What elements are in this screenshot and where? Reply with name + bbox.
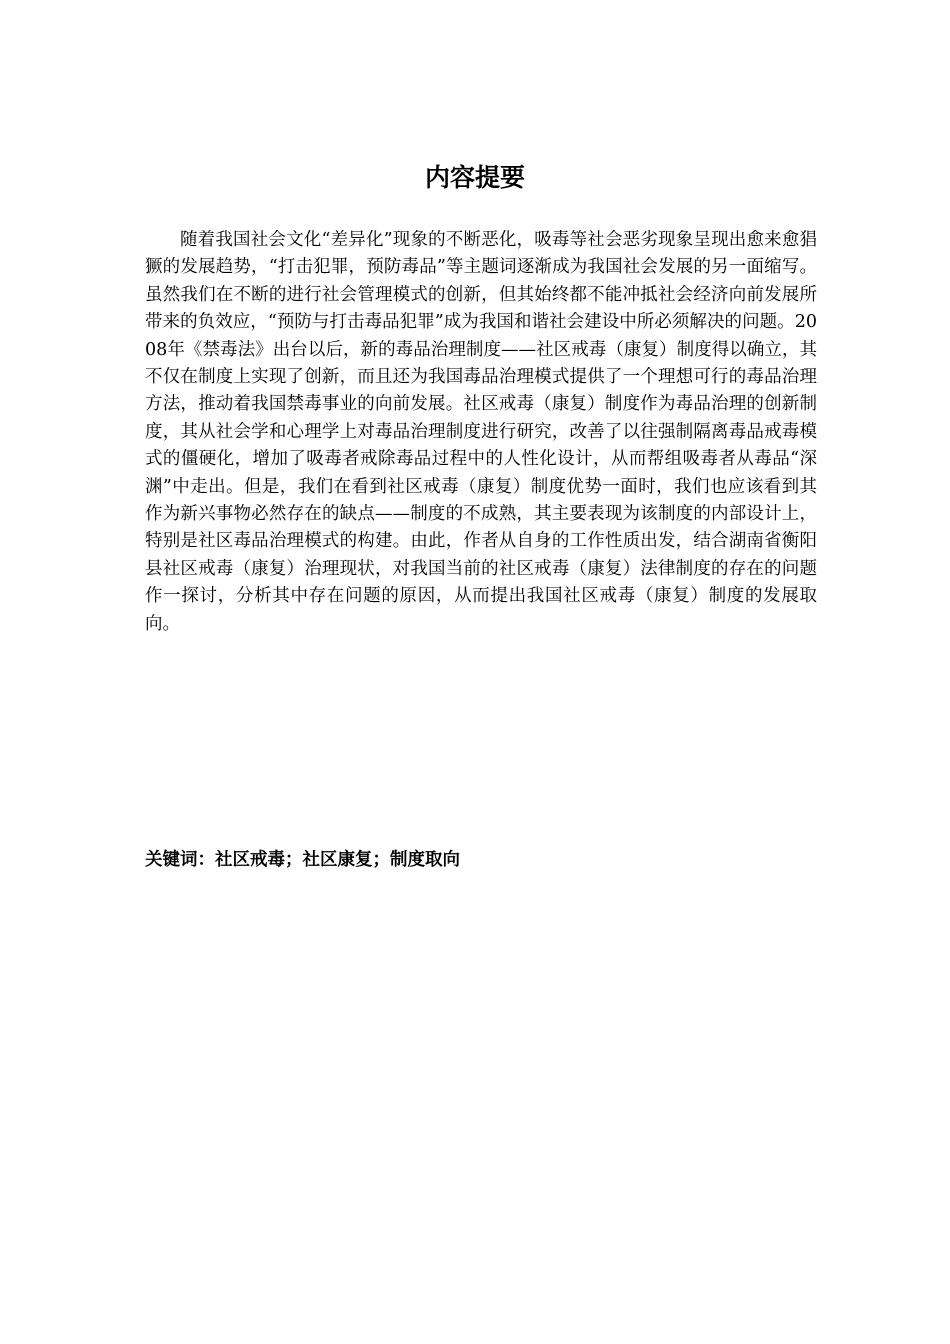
keywords-line: 关键词：社区戒毒；社区康复；制度取向 bbox=[145, 850, 460, 870]
abstract-paragraph: 随着我国社会文化“差异化”现象的不断恶化，吸毒等社会恶劣现象呈现出愈来愈猖獗的发展趋势，“打击犯罪，预防毒品”等主题词逐渐成为我国社会发展的另一面缩写。虽然我们在不断的进行社会管理模式的创新，但其始终都不能冲抵社会经济向前发展所带来的负效应，“预防与打击毒品犯罪”成为我国和谐社会建设中所必须解决的问题。2008年《禁毒法》出台以后，新的毒品治理制度——社区戒毒（康复）制度得以确立，其不仅在制度上实现了创新，而且还为我国毒品治理模式提供了一个理想可行的毒品治理方法，推动着我国禁毒事业的向前发展。社区戒毒（康复）制度作为毒品治理的创新制度，其从社会学和心理学上对毒品治理制度进行研究，改善了以往强制隔离毒品戒毒模式的僵硬化，增加了吸毒者戒除毒品过程中的人性化设计，从而帮组吸毒者从毒品“深渊”中走出。但是，我们在看到社区戒毒（康复）制度优势一面时，我们也应该看到其作为新兴事物必然存在的缺点——制度的不成熟，其主要表现为该制度的内部设计上，特别是社区毒品治理模式的构建。由此，作者从自身的工作性质出发，结合湖南省衡阳县社区戒毒（康复）治理现状，对我国当前的社区戒毒（康复）法律制度的存在的问题作一探讨，分析其中存在问题的原因，从而提出我国社区戒毒（康复）制度的发展取向。 bbox=[145, 230, 817, 634]
page-title: 内容提要 bbox=[424, 163, 525, 192]
